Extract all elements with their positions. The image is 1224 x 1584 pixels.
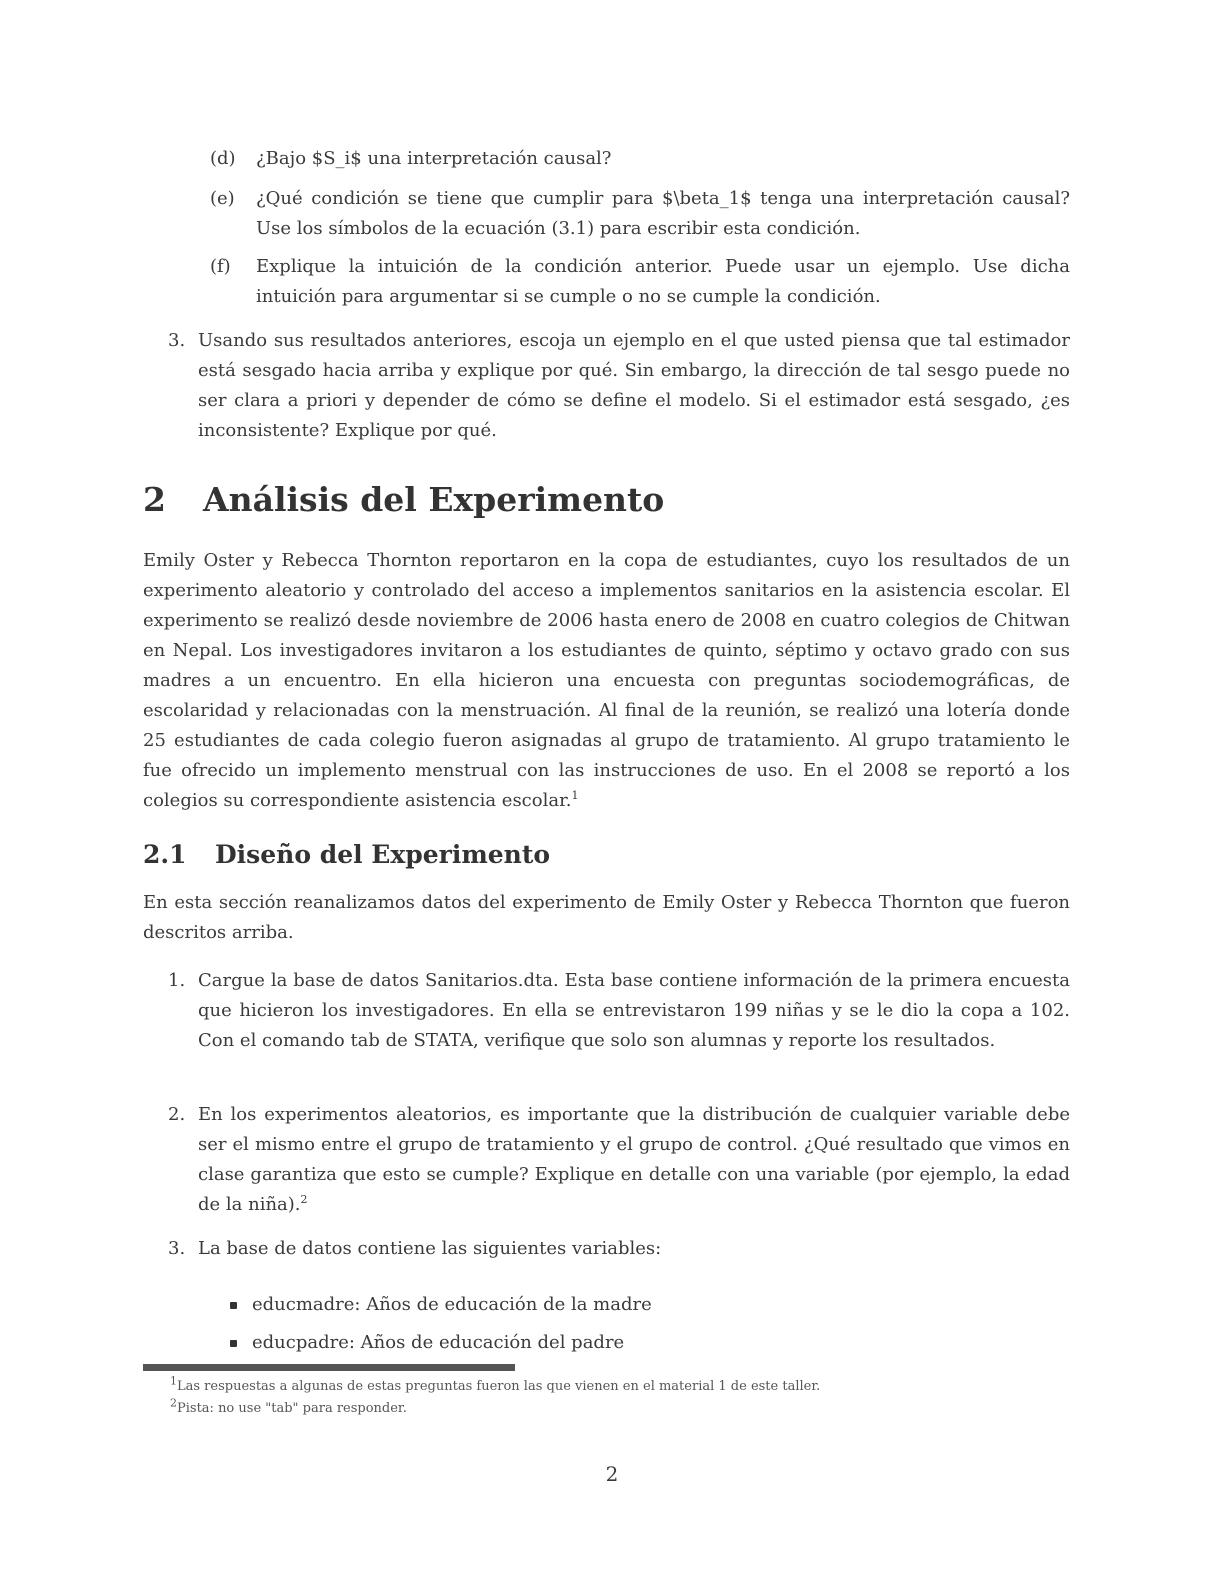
list-item-body: En los experimentos aleatorios, es importante que la distribución de cualquier variable debe ser el mismo entre el grupo de tratamiento y el grupo de control. ¿Qué resultado que vimos en clase garantiza que esto se cumple? Explique en detalle con una variable (por ejemplo, la edad de la niña). <box>198 1104 1070 1215</box>
section-number: 2 <box>143 480 166 519</box>
footnote <box>170 1374 1070 1396</box>
subitem-text: ¿Bajo $S_i$ una interpretación causal? <box>256 148 612 169</box>
list-item-label: 1. <box>168 970 186 991</box>
bullet-icon <box>230 1302 237 1309</box>
list-item-label: 2. <box>168 1104 186 1125</box>
list-item-text: Usando sus resultados anteriores, escoja un ejemplo en el que usted piensa que tal estimador está sesgado hacia arriba y explique por qué. Sin embargo, la dirección de tal sesgo puede no ser clara a priori y depender de cómo se define el modelo. Si el estimador está sesgado, ¿es inconsistente? Explique por qué. <box>198 330 1070 441</box>
list-item-text: Cargue la base de datos Sanitarios.dta. Esta base contiene información de la primera encuesta que hicieron los investigadores. En ella se entrevistaron 199 niñas y se le dio la copa a 102. Con el comando tab de STATA, verifique que solo son alumnas y reporte los resultados. <box>198 970 1070 1051</box>
footnote-text: Pista: no use "tab" para responder. <box>177 1401 407 1416</box>
subitem-label: (e) <box>210 188 235 209</box>
subitem-text: Explique la intuición de la condición anterior. Puede usar un ejemplo. Use dicha intuición para argumentar si se cumple o no se cumple la condición. <box>256 256 1070 307</box>
footnote-reference: 1 <box>571 789 579 802</box>
section-paragraph <box>143 546 1070 816</box>
footnote-divider <box>143 1364 515 1371</box>
subsection-number: 2.1 <box>143 840 187 869</box>
intro-text: En esta sección reanalizamos datos del experimento de Emily Oster y Rebecca Thornton que fueron descritos arriba. <box>143 892 1070 943</box>
page-number: 2 <box>605 1462 619 1486</box>
list-item-text <box>198 1100 1070 1220</box>
section-title: Análisis del Experimento <box>203 480 665 519</box>
paragraph-text: Emily Oster y Rebecca Thornton reportaron en la copa de estudiantes, cuyo los resultados de un experimento aleatorio y controlado del acceso a implementos sanitarios en la asistencia escolar. El experimento se realizó desde noviembre de 2006 hasta enero de 2008 en cuatro colegios de Chitwan en Nepal. Los investigadores invitaron a los estudiantes de quinto, séptimo y octavo grado con sus madres a un encuentro. En ella hicieron una encuesta con preguntas sociodemográficas, de escolaridad y relacionadas con la menstruación. Al final de la reunión, se realizó una lotería donde 25 estudiantes de cada colegio fueron asignadas al grupo de tratamiento. Al grupo tratamiento le fue ofrecido un implemento menstrual con las instrucciones de uso. En el 2008 se reportó a los colegios su correspondiente asistencia escolar. <box>143 550 1070 811</box>
subitem-label: (d) <box>210 148 236 169</box>
footnote <box>170 1396 1070 1418</box>
subitem-label: (f) <box>210 256 231 277</box>
subsection-title: Diseño del Experimento <box>215 840 551 869</box>
subsection-intro <box>143 888 1070 948</box>
footnote-text: Las respuestas a algunas de estas preguntas fueron las que vienen en el material 1 de este taller. <box>177 1379 821 1394</box>
footnote-marker: 1 <box>170 1374 177 1388</box>
list-item-text: La base de datos contiene las siguientes variables: <box>198 1238 662 1259</box>
bullet-text: educmadre: Años de educación de la madre <box>252 1294 652 1315</box>
list-item-label: 3. <box>168 1238 186 1259</box>
footnote-reference: 2 <box>300 1193 308 1206</box>
subsection-heading <box>143 840 550 869</box>
subitem-text: ¿Qué condición se tiene que cumplir para $\beta_1$ tenga una interpretación causal? Use los símbolos de la ecuación (3.1) para escribir esta condición. <box>256 188 1070 239</box>
list-item-label: 3. <box>168 330 186 351</box>
bullet-icon <box>230 1340 237 1347</box>
footnote-marker: 2 <box>170 1396 177 1410</box>
section-heading <box>143 480 664 519</box>
bullet-text: educpadre: Años de educación del padre <box>252 1332 625 1353</box>
